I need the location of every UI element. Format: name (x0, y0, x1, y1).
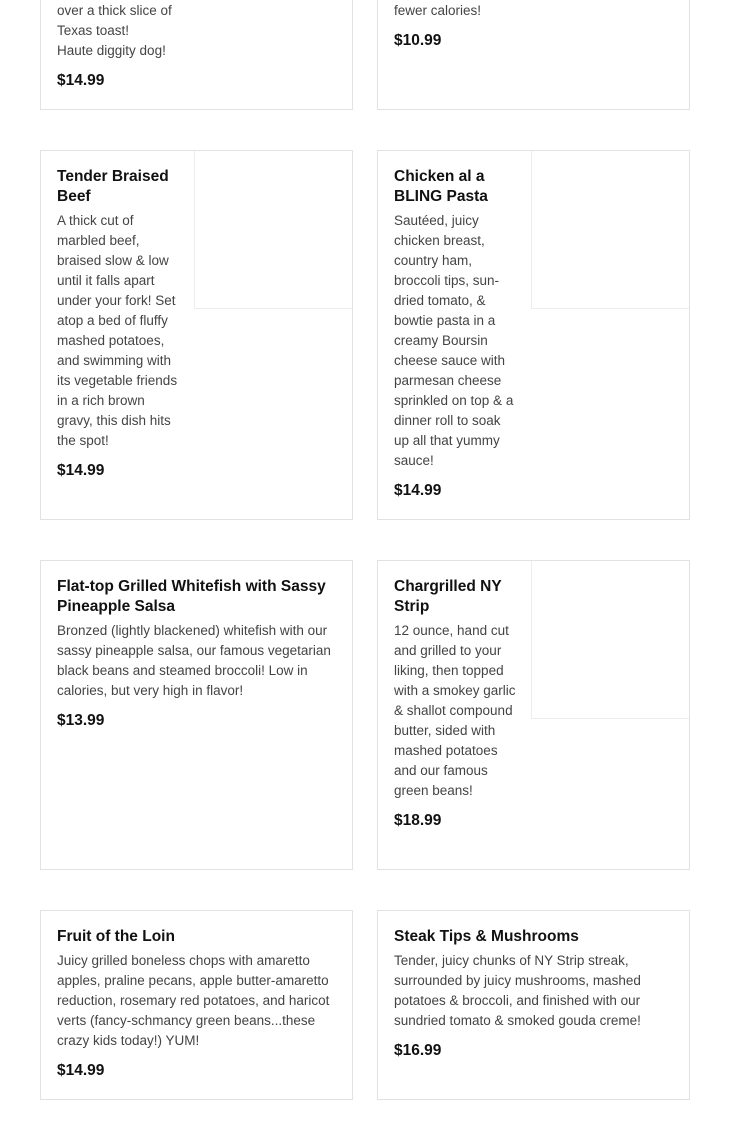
menu-item-title: Tender Braised Beef (57, 168, 169, 205)
menu-item-card[interactable] (377, 150, 690, 520)
menu-item-price: $10.99 (394, 32, 442, 49)
description-line: Haute diggity dog! (57, 43, 166, 58)
menu-item-price: $14.99 (57, 462, 105, 479)
description-line: Texas toast! (57, 23, 130, 38)
menu-item-description: 12 ounce, hand cut and grilled to your liking, then topped with a smokey garlic & shallot compound butter, sided with mashed potatoes and our famous green beans! (394, 623, 516, 798)
menu-item-body (57, 167, 179, 481)
menu-item-card[interactable] (377, 910, 690, 1100)
menu-item-price: $18.99 (394, 812, 442, 829)
menu-item-body (394, 1, 664, 51)
menu-item-description (57, 1, 179, 61)
menu-item-body (57, 1, 179, 91)
menu-item-card[interactable] (40, 560, 353, 870)
menu-item-title: Chicken al a BLING Pasta (394, 168, 488, 205)
menu-item-title: Flat-top Grilled Whitefish with Sassy Pineapple Salsa (57, 578, 326, 615)
menu-item-body (394, 927, 674, 1061)
description-line: over a thick slice of (57, 3, 172, 18)
menu-item-description: Juicy grilled boneless chops with amaretto apples, praline pecans, apple butter-amaretto reduction, rosemary red potatoes, and haricot verts (fancy-schmancy green beans...these crazy kids today!) YUM! (57, 953, 330, 1048)
menu-item-card-partial[interactable] (40, 0, 353, 110)
menu-item-image (531, 561, 689, 719)
menu-item-title: Chargrilled NY Strip (394, 578, 502, 615)
menu-item-card[interactable] (377, 560, 690, 870)
menu-item-body (394, 167, 516, 501)
menu-item-card-partial[interactable] (377, 0, 690, 110)
menu-item-price: $16.99 (394, 1042, 442, 1059)
description-line: fewer calories! (394, 3, 482, 18)
menu-item-body (57, 577, 337, 731)
menu-item-description: Tender, juicy chunks of NY Strip streak, surrounded by juicy mushrooms, mashed potatoes & broccoli, and finished with our sundried tomato & smoked gouda creme! (394, 953, 641, 1028)
menu-item-description: Sautéed, juicy chicken breast, country ham, broccoli tips, sun-dried tomato, & bowtie pasta in a creamy Boursin cheese sauce with parmesan cheese sprinkled on top & a dinner roll to soak up all that yummy sauce! (394, 213, 514, 468)
menu-item-description: A thick cut of marbled beef, braised slow & low until it falls apart under your fork! Set atop a bed of fluffy mashed potatoes, and swimming with its vegetable friends in a rich brown gravy, this dish hits the spot! (57, 213, 178, 448)
menu-item-price: $14.99 (394, 482, 442, 499)
menu-item-price: $14.99 (57, 72, 105, 89)
menu-item-image (531, 151, 689, 309)
menu-item-image (194, 151, 352, 309)
menu-item-body (57, 927, 337, 1081)
menu-item-title: Steak Tips & Mushrooms (394, 928, 579, 945)
menu-item-title: Fruit of the Loin (57, 928, 175, 945)
menu-item-body (394, 577, 516, 831)
menu-item-price: $14.99 (57, 1062, 105, 1079)
menu-item-card[interactable] (40, 910, 353, 1100)
menu-item-price: $13.99 (57, 712, 105, 729)
menu-item-description: Bronzed (lightly blackened) whitefish with our sassy pineapple salsa, our famous vegetarian black beans and steamed broccoli! Low in calories, but very high in flavor! (57, 623, 331, 698)
menu-item-description (394, 1, 664, 21)
menu-item-card[interactable] (40, 150, 353, 520)
